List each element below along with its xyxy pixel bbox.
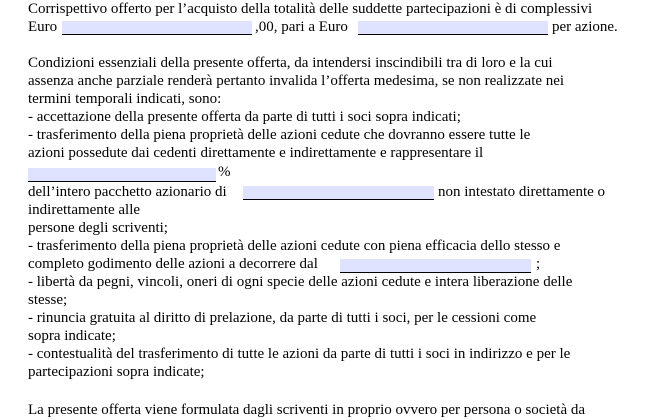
text-line: Condizioni essenziali della presente offerta, da intendersi inscindibili tra di loro e la cui bbox=[28, 55, 553, 71]
text-line: sopra indicate; bbox=[28, 328, 116, 344]
text-line: partecipazioni sopra indicate; bbox=[28, 364, 205, 380]
text-line: - contestualità del trasferimento di tutte le azioni da parte di tutti i soci in indirizzo e per le bbox=[28, 346, 571, 362]
text-line: Corrispettivo offerto per l’acquisto della totalità delle suddette partecipazioni è di complessivi bbox=[28, 1, 593, 17]
text-line: stesse; bbox=[28, 292, 68, 308]
text-line: per azione. bbox=[552, 19, 618, 35]
total-amount-field[interactable] bbox=[62, 21, 252, 35]
text-line: - trasferimento della piena proprietà delle azioni cedute che dovranno essere tutte le bbox=[28, 127, 531, 143]
text-line: La presente offerta viene formulata dagli scriventi in proprio ovvero per persona o società da bbox=[28, 402, 586, 418]
text-line: - libertà da pegni, vincoli, oneri di ogni specie delle azioni cedute e intera liberazione delle bbox=[28, 274, 573, 290]
text-line: termini temporali indicati, sono: bbox=[28, 91, 222, 107]
price-per-share-field[interactable] bbox=[358, 21, 548, 35]
text-line: - trasferimento della piena proprietà delle azioni cedute con piena efficacia dello stesso e bbox=[28, 238, 561, 254]
effective-date-field[interactable] bbox=[340, 259, 531, 273]
text-line: assenza anche parziale renderà pertanto invalida l’offerta medesima, se non realizzate nei bbox=[28, 73, 565, 89]
text-line: indirettamente alle bbox=[28, 202, 141, 218]
text-line: dell’intero pacchetto azionario di bbox=[28, 184, 227, 200]
text-line: persone degli scriventi; bbox=[28, 220, 168, 236]
text-line: ,00, pari a Euro bbox=[255, 19, 348, 35]
text-line: azioni possedute dai cedenti direttamente e indirettamente e rappresentare il bbox=[28, 145, 484, 161]
text-line: ; bbox=[536, 256, 541, 272]
text-line: non intestato direttamente o bbox=[438, 184, 606, 200]
text-line: completo godimento delle azioni a decorrere dal bbox=[28, 256, 318, 272]
text-line: - rinuncia gratuita al diritto di prelazione, da parte di tutti i soci, per le cessioni come bbox=[28, 310, 537, 326]
percentage-field[interactable] bbox=[28, 168, 216, 182]
text-line: - accettazione della presente offerta da parte di tutti i soci sopra indicati; bbox=[28, 109, 461, 125]
text-line: % bbox=[218, 164, 231, 180]
company-name-field[interactable] bbox=[243, 186, 434, 200]
text-line: Euro bbox=[28, 19, 58, 35]
